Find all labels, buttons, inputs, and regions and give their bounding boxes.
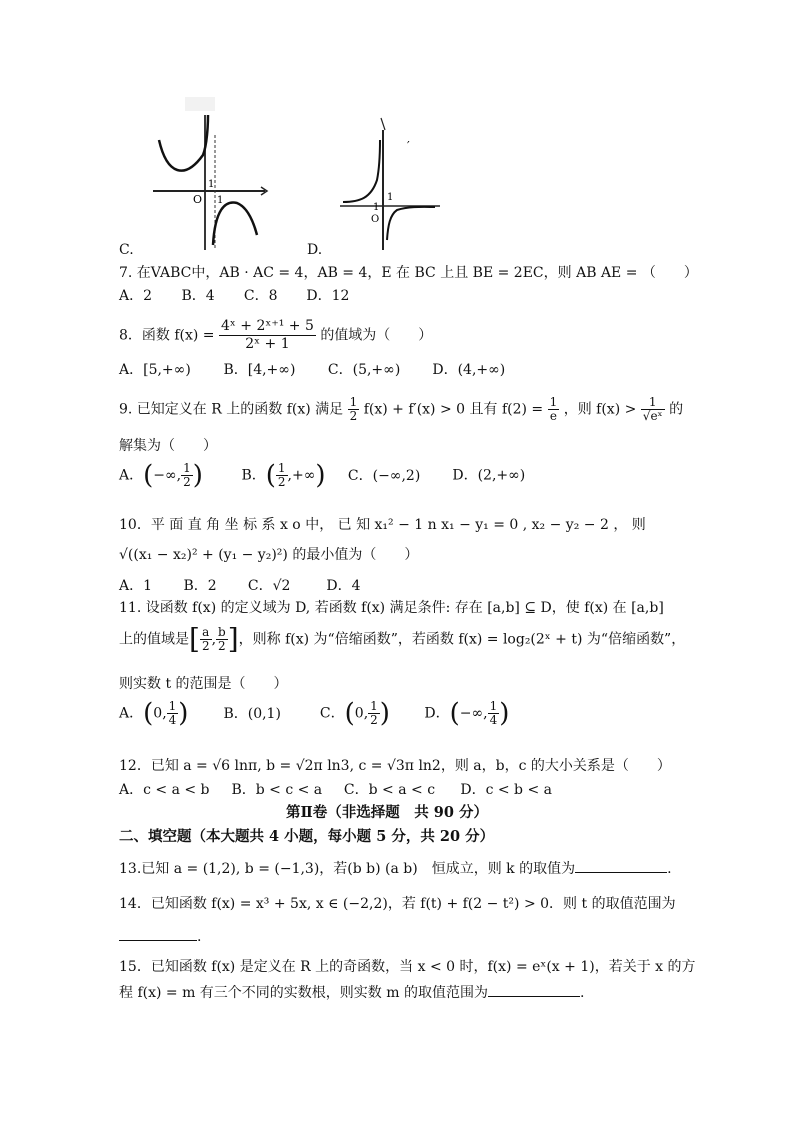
q12-option-a: A．c < a < b bbox=[119, 782, 210, 798]
q9-frac1 bbox=[348, 396, 360, 423]
q11-option-d-frac bbox=[488, 700, 500, 727]
q11-frac-a bbox=[200, 626, 212, 653]
q12-option-c: C．b < a < c bbox=[343, 782, 436, 798]
graph-d-icon bbox=[335, 110, 445, 250]
q11-stem-line1: 11. 设函数 f(x) 的定义域为 D, 若函数 f(x) 满足条件: 存在 [a,b] ⊆ D，使 f(x) 在 [a,b] bbox=[119, 600, 664, 616]
q11-frac-a-den: 2 bbox=[201, 639, 210, 653]
svg-text:1: 1 bbox=[208, 179, 215, 190]
q9-option-c: C．(−∞,2) bbox=[347, 467, 421, 484]
q9-option-a-den: 2 bbox=[183, 475, 191, 489]
svg-text:1: 1 bbox=[373, 202, 380, 213]
q7-stem-a: 7. 在VABC中， bbox=[119, 265, 220, 281]
q9-option-b-num: 1 bbox=[277, 461, 286, 475]
q8-option-a: A．[5,+∞) bbox=[119, 362, 191, 378]
q9-option-a: A．(−∞, $\frac{1}{2}$ ) bbox=[119, 460, 203, 491]
q9-stem-d: 的 bbox=[669, 401, 684, 418]
q8-options bbox=[119, 361, 505, 379]
q14-answer-blank[interactable] bbox=[119, 926, 197, 941]
q9-option-a-left: −∞, bbox=[153, 467, 182, 484]
q9-frac2 bbox=[548, 396, 560, 423]
q9-frac2-den: e bbox=[549, 409, 557, 423]
q9-option-b-frac bbox=[276, 462, 288, 489]
q14-line2-post: . bbox=[197, 929, 202, 945]
q15-stem-line2-post: . bbox=[579, 985, 585, 1001]
graph-d-label: D. bbox=[307, 242, 323, 258]
fill-in-title: 二、填空题（本大题共 4 小题，每小题 5 分，共 20 分） bbox=[119, 828, 495, 845]
q11-frac-b bbox=[216, 626, 228, 653]
q15-stem-line2 bbox=[119, 982, 584, 1002]
q10-stem-line1: 10．平 面 直 角 坐 标 系 x o 中， 已 知 x₁² − 1 n x₁ − y₁ = 0 , x₂ − y₂ − 2 ， 则 bbox=[119, 517, 646, 533]
q9-frac1-den: 2 bbox=[349, 409, 358, 423]
q9-frac3 bbox=[641, 396, 665, 423]
q10-option-b: B．2 bbox=[183, 578, 217, 594]
q9-option-b: B．( $\frac{1}{2}$ ,+∞) bbox=[241, 460, 326, 491]
q8-stem-pre: 8．函数 f(x) = bbox=[119, 327, 215, 344]
q7-options bbox=[119, 287, 349, 305]
q9-stem-a: 9. 已知定义在 R 上的函数 f(x) 满足 bbox=[119, 401, 344, 418]
q7-option-d: D．12 bbox=[306, 288, 350, 304]
q11-option-a-frac bbox=[167, 700, 179, 727]
q10-stem-line2: √((x₁ − x₂)² + (y₁ − y₂)²) 的最小值为（ ） bbox=[119, 547, 419, 563]
q7-option-b: B．4 bbox=[181, 288, 215, 304]
q9-options bbox=[119, 462, 525, 502]
q12-option-b: B．b < c < a bbox=[231, 782, 323, 798]
svg-text:O: O bbox=[371, 214, 380, 225]
q14-line2 bbox=[119, 926, 201, 946]
q9-option-d: D．(2,+∞) bbox=[452, 467, 526, 484]
q11-frac-b-num: b bbox=[218, 625, 226, 639]
q11-stem-line2-post: ，则称 f(x) 为“倍缩函数”，若函数 f(x) = log₂(2ˣ + t) 为“倍缩函数”， bbox=[238, 631, 686, 648]
q7-stem bbox=[119, 264, 698, 282]
q9-frac1-num: 1 bbox=[349, 395, 358, 409]
q11-options bbox=[119, 700, 509, 740]
q11-frac-b-den: 2 bbox=[218, 639, 226, 653]
svg-text:1: 1 bbox=[387, 192, 394, 203]
q11-stem-line2: 上的值域是[ $\frac{a}{2}$ , $\frac{b}{2}$ ]，则称 f(x) 为“倍缩函数”，若函数 f(x) = log₂(2ˣ + t) 为“倍缩函数”， bbox=[119, 622, 686, 656]
q15-stem-line2-pre: 程 f(x) = m 有三个不同的实数根，则实数 m 的取值范围为 bbox=[119, 985, 488, 1001]
q8-fraction bbox=[219, 318, 316, 353]
q11-option-a-den: 4 bbox=[168, 713, 177, 727]
q8-stem bbox=[119, 318, 432, 358]
q9-option-a-label: A． bbox=[119, 467, 144, 484]
q9-option-b-den: 2 bbox=[277, 475, 286, 489]
q14-stem: 14．已知函数 f(x) = x³ + 5x, x ∈ (−2,2)，若 f(t) + f(2 − t²) > 0．则 t 的取值范围为 bbox=[119, 896, 676, 912]
q9-frac3-den: √eˣ bbox=[642, 409, 663, 423]
q11-option-a: A．(0, $\frac{1}{4}$ ) bbox=[119, 698, 189, 729]
q11-option-d-den: 4 bbox=[489, 713, 498, 727]
q11-option-c-num: 1 bbox=[370, 699, 378, 713]
q9-option-b-label: B． bbox=[241, 467, 266, 484]
q7-stem-b: AB · AC = 4，AB = 4，E 在 BC 上且 BE = 2EC，则 AB AE = （ ） bbox=[219, 265, 698, 281]
q13-answer-blank[interactable] bbox=[575, 858, 667, 873]
q12-option-d: D．c < b < a bbox=[460, 782, 552, 798]
q13-stem-post: . bbox=[667, 861, 672, 877]
q9-stem-b: f(x) + f′(x) > 0 且有 f(2) = bbox=[363, 401, 544, 418]
q8-frac-den: 2ˣ + 1 bbox=[245, 336, 290, 352]
q8-option-c: C．(5,+∞) bbox=[327, 362, 401, 378]
q9-option-b-right: ,+∞ bbox=[287, 467, 316, 484]
q11-stem-line3: 则实数 t 的范围是（ ） bbox=[119, 676, 288, 692]
svg-text:′: ′ bbox=[407, 139, 410, 153]
svg-text:O: O bbox=[193, 193, 203, 206]
q15-stem-line1: 15．已知函数 f(x) 是定义在 R 上的奇函数，当 x < 0 时，f(x) = eˣ(x + 1)，若关于 x 的方 bbox=[119, 959, 696, 975]
q10-option-d: D．4 bbox=[326, 578, 361, 594]
q11-option-c: C．(0, $\frac{1}{2}$ ) bbox=[319, 698, 390, 729]
part2-title: 第Ⅱ卷（非选择题 共 90 分） bbox=[286, 804, 488, 821]
q11-option-d: D．(−∞, $\frac{1}{4}$ ) bbox=[424, 698, 510, 729]
q11-option-c-frac bbox=[368, 700, 380, 727]
q9-frac3-num: 1 bbox=[641, 396, 665, 410]
q9-frac2-num: 1 bbox=[549, 395, 558, 409]
q10-option-c: C．√2 bbox=[247, 578, 291, 594]
q9-stem bbox=[119, 396, 683, 436]
q11-option-c-label: C． bbox=[319, 705, 345, 722]
q10-option-a: A．1 bbox=[119, 578, 153, 594]
q12-options bbox=[119, 781, 552, 799]
q15-answer-blank[interactable] bbox=[488, 982, 580, 997]
graph-c-icon bbox=[145, 95, 275, 255]
q11-stem-line2-pre: 上的值域是 bbox=[119, 631, 189, 648]
q13-stem bbox=[119, 858, 672, 878]
q11-option-d-label: D． bbox=[424, 705, 450, 722]
q12-stem: 12．已知 a = √6 lnπ, b = √2π ln3, c = √3π ln2，则 a，b，c 的大小关系是（ ） bbox=[119, 758, 671, 774]
svg-text:1: 1 bbox=[217, 195, 224, 206]
q7-option-c: C．8 bbox=[243, 288, 278, 304]
q10-options bbox=[119, 577, 361, 595]
q7-option-a: A．2 bbox=[119, 288, 153, 304]
q11-frac-a-num: a bbox=[200, 626, 212, 640]
q8-option-b: B．[4,+∞) bbox=[223, 362, 296, 378]
q11-option-a-num: 1 bbox=[168, 699, 177, 713]
q13-stem-pre: 13.已知 a = (1,2), b = (−1,3)，若(b b) (a b) 恒成立，则 k 的取值为 bbox=[119, 861, 576, 877]
q8-frac-num: 4ˣ + 2ˣ⁺¹ + 5 bbox=[221, 318, 314, 334]
q11-option-a-label: A． bbox=[119, 705, 144, 722]
q9-stem-c: ，则 f(x) > bbox=[563, 401, 637, 418]
q11-option-b: B．(0,1) bbox=[223, 705, 281, 722]
q9-option-a-frac bbox=[181, 462, 193, 489]
graph-c-label: C. bbox=[119, 242, 134, 258]
q11-option-c-den: 2 bbox=[370, 713, 378, 727]
q9-option-a-num: 1 bbox=[183, 461, 191, 475]
q11-option-d-num: 1 bbox=[489, 699, 498, 713]
q8-stem-post: 的值域为（ ） bbox=[320, 327, 433, 344]
q8-option-d: D．(4,+∞) bbox=[432, 362, 506, 378]
q9-stem-line2: 解集为（ ） bbox=[119, 438, 217, 454]
